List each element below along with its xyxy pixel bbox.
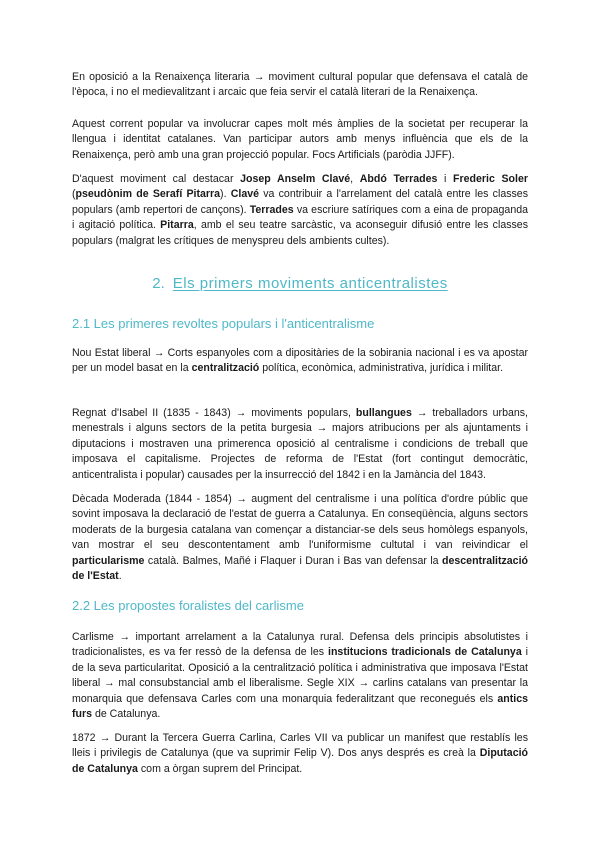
paragraph-carlism: Carlisme → important arrelament a la Catalunya rural. Defensa dels principis absolutistes i tradicionalistes, es va fer ressò de la defensa de les institucions tradicionals de Catalunya i de la seva particularitat. Oposició a la centralització política i administrativa que imposava l'Estat liberal → mal consubstancial amb el liberalisme. Segle XIX → carlins catalans van presentar la monarquia que defensava Carles com una monarquia federalitzant que reconegués els antics furs de Catalunya. — [72, 631, 529, 721]
section-heading — [0, 275, 600, 293]
bold-term: Pitarra — [160, 219, 194, 232]
bold-term: Josep Anselm Clavé — [240, 173, 351, 185]
paragraph-key-authors: D'aquest moviment cal destacar Josep Anselm Clavé, Abdó Terrades i Frederic Soler (pseudònim de Serafí Pitarra). Clavé va contribuir a l'arrelament del català entre les classes populars (amb repertori de cançons). Terrades va escriure satíriques com a eina de propaganda i agitació política. Pitarra, amb el seu teatre sarcàstic, va aconseguir difusió entre les classes populars (malgrat les crítiques de menyspreu dels ambients cultes). — [72, 173, 528, 247]
section-title: Els primers moviments anticentralistes — [172, 275, 448, 292]
bold-term: Terrades — [249, 203, 294, 216]
subsection-heading-2-1: 2.1 Les primeres revoltes populars i l'anticentralisme — [72, 316, 375, 331]
bold-term: pseudònim de Serafí Pitarra — [75, 188, 221, 201]
paragraph-moderate-decade: Dècada Moderada (1844 - 1854) → augment del centralisme i una política d'ordre públic que sovint imposava la declaració de l'estat de guerra a Catalunya. En conseqüència, alguns sectors moderats de la burgesia catalana van començar a distanciar-se dels seus homòlegs espanyols, van mostrar el seu descontentament amb l'uniformisme cultutal i van reivindicar el particularisme català. Balmes, Mañé i Flaquer i Duran i Bas van defensar la descentralització de l'Estat. — [72, 493, 528, 583]
bold-term: centralització — [191, 362, 260, 375]
paragraph-renaixenca-opposition: En oposició a la Renaixença literaria → moviment cultural popular que defensava el català de l'època, i no el medievalitzant i arcaic que feia servir el català literari de la Renaixença. — [72, 71, 528, 99]
paragraph-liberal-state: Nou Estat liberal → Corts espanyoles com a dipositàries de la sobirania nacional i es va apostar per un model basat en la centralització política, econòmica, administrativa, jurídica i militar. — [72, 347, 528, 375]
bold-term: antics furs — [72, 692, 528, 721]
paragraph-popular-current: Aquest corrent popular va involucrar capes molt més àmplies de la societat per recuperar la llengua i identitat catalanes. Van participar autors amb menys influència que els de la Renaixença, però amb una gran projecció popular. Focs Artificials (paròdia JJFF). — [72, 118, 528, 161]
section-number: 2. — [152, 275, 165, 292]
bold-term: Abdó Terrades — [359, 173, 438, 185]
bold-term: particularisme — [72, 554, 145, 567]
subsection-heading-2-2: 2.2 Les propostes foralistes del carlisme — [72, 598, 304, 613]
bold-term: descentralització de l'Estat — [72, 554, 528, 583]
bold-term: Diputació de Catalunya — [72, 747, 528, 775]
bold-term: bullangues — [355, 407, 412, 419]
bold-term: institucions tradicionals de Catalunya — [328, 646, 522, 659]
paragraph-third-carlist-war: 1872 → Durant la Tercera Guerra Carlina, Carles VII va publicar un manifest que restablís les lleis i privilegis de Catalunya (que va suprimir Felip V). Dos anys després es creà la Diputació de Catalunya com a òrgan suprem del Principat. — [72, 732, 528, 775]
bold-term: Clavé — [230, 188, 260, 201]
paragraph-isabel-ii: Regnat d'Isabel II (1835 - 1843) → moviments populars, bullangues → treballadors urbans, menestrals i alguns sectors de la petita burgesia → majors atribucions per als ajuntaments i diputacions i mostraven una primerenca oposició al centralisme i condicions de treball que imposava el capitalisme. Projectes de reforma de l'Estat (fort contingut democràtic, anticentralista i popular) causades per la insurrecció del 1842 i en la Jamància del 1843. — [72, 407, 528, 481]
bold-term: Frederic Soler — [453, 173, 528, 185]
